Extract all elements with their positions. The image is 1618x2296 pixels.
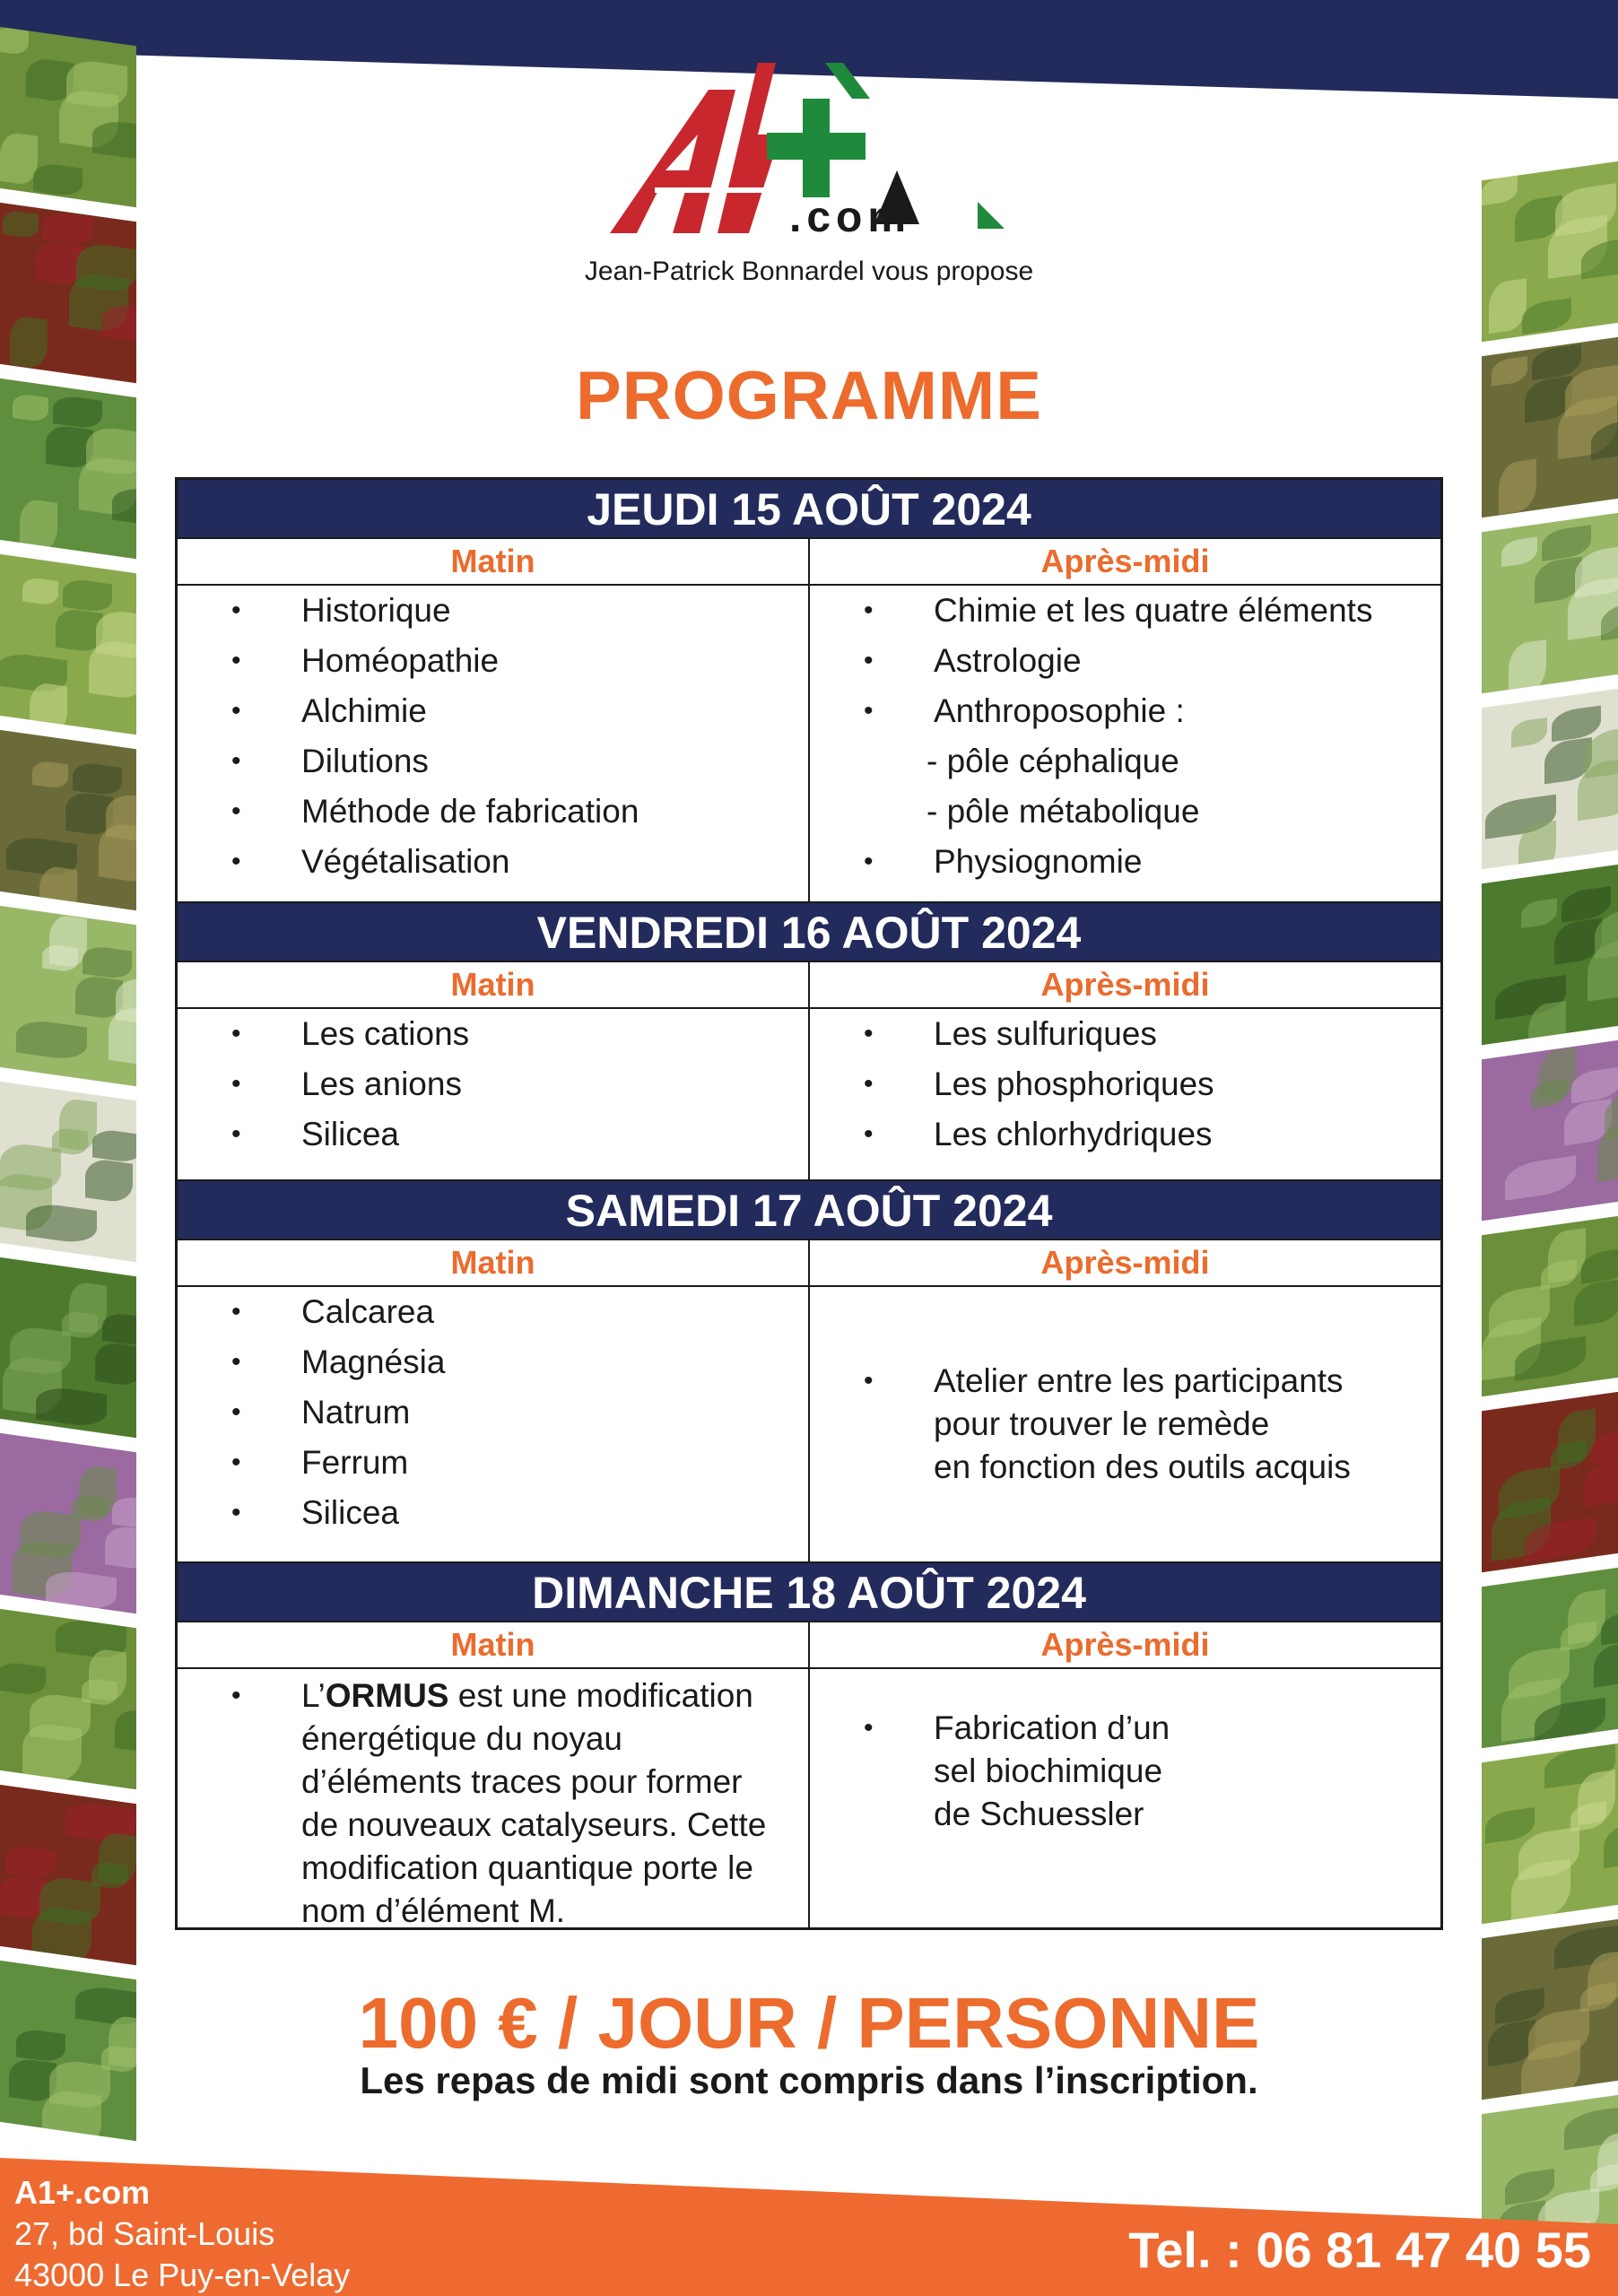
day-header: SAMEDI 17 AOÛT 2024 (178, 1179, 1440, 1239)
list-item: • Alchimie (231, 692, 427, 729)
page-title: PROGRAMME (576, 358, 1042, 434)
plant-photo-tile (0, 1432, 136, 1613)
apres-midi-column (808, 1669, 1440, 1927)
list-item: • Homéopathie (231, 642, 500, 679)
list-item: • Fabrication d’un sel biochimique de Schuessler (864, 1709, 1170, 1832)
list-item: • Anthroposophie : (864, 692, 1185, 729)
left-photo-strip (0, 36, 144, 2135)
footer-brand: A1+.com (14, 2174, 151, 2211)
footer-address (14, 2172, 350, 2296)
plant-photo-tile (0, 729, 136, 910)
list-item: • Végétalisation (231, 843, 510, 880)
day-content (178, 1669, 1440, 1927)
day-header: DIMANCHE 18 AOÛT 2024 (178, 1561, 1440, 1621)
ormus-paragraph: • L’ORMUS est une modification énergétique du noyau d’éléments traces pour former de nouveaux catalyseurs. Cette modification quantique porte le nom d’élément M. (231, 1677, 767, 1929)
apres-midi-label: Après-midi (808, 962, 1440, 1007)
apres-midi-column (808, 586, 1440, 901)
list-subitem: - pôle céphalique (926, 743, 1179, 779)
list-item: • Les anions (231, 1065, 462, 1102)
meals-note: Les repas de midi sont compris dans l’inscription. (360, 2059, 1258, 2101)
list-item: • Les chlorhydriques (864, 1116, 1213, 1152)
list-item: • Calcarea (231, 1293, 435, 1330)
list-item: • Astrologie (864, 642, 1082, 679)
day-content (178, 586, 1440, 901)
plant-photo-tile (0, 202, 136, 383)
a1-logo (601, 36, 1022, 242)
ormus-keyword: ORMUS (325, 1677, 449, 1714)
list-item: • Dilutions (231, 743, 429, 779)
period-header-row (178, 1621, 1440, 1669)
matin-column (178, 1287, 808, 1561)
plant-photo-tile (1482, 1743, 1618, 1924)
list-item: • Silicea (231, 1494, 399, 1531)
footer-city: 43000 Le Puy-en-Velay (14, 2257, 351, 2293)
plant-photo-tile (0, 1081, 136, 1262)
tagline: Jean-Patrick Bonnardel vous propose (584, 257, 1034, 286)
apres-midi-column (808, 1009, 1440, 1179)
logo-plus-horizontal (767, 133, 866, 160)
plant-photo-tile (1482, 1039, 1618, 1221)
plant-photo-tile (0, 1608, 136, 1789)
period-header-row (178, 961, 1440, 1009)
plant-photo-tile (0, 553, 136, 735)
day-content (178, 1009, 1440, 1179)
day-header: VENDREDI 16 AOÛT 2024 (178, 901, 1440, 961)
list-item: • Silicea (231, 1116, 399, 1152)
matin-label: Matin (450, 1244, 535, 1281)
matin-column (178, 586, 808, 901)
list-item: • Physiognomie (864, 843, 1143, 880)
price: 100 € / JOUR / PERSONNE (358, 1983, 1260, 2063)
plant-photo-tile (1482, 512, 1618, 693)
apres-midi-label: Après-midi (808, 539, 1440, 584)
plant-photo-tile (1482, 1567, 1618, 1748)
logo-com-text: .com (789, 194, 912, 241)
matin-label: Matin (450, 1626, 535, 1663)
programme-table (175, 477, 1443, 1930)
phone-number[interactable]: Tel. : 06 81 47 40 55 (1128, 2222, 1591, 2278)
plant-photo-tile (0, 1257, 136, 1438)
list-item: • Natrum (231, 1394, 411, 1431)
plant-photo-tile (1482, 864, 1618, 1045)
matin-column (178, 1669, 808, 1927)
logo-letter-a (610, 90, 735, 233)
matin-label: Matin (450, 966, 535, 1003)
day-header: JEUDI 15 AOÛT 2024 (178, 480, 1440, 537)
plant-photo-tile (0, 1784, 136, 1965)
matin-column (178, 1009, 808, 1179)
list-item: • Historique (231, 592, 451, 629)
period-header-row (178, 537, 1440, 586)
list-item: • Les sulfuriques (864, 1015, 1157, 1052)
right-photo-strip (1474, 36, 1618, 2135)
day-content (178, 1287, 1440, 1561)
list-item: • Atelier entre les participants pour trouver le remède en fonction des outils acquis (864, 1362, 1351, 1485)
list-item: • Chimie et les quatre éléments (864, 592, 1373, 629)
plant-photo-tile (0, 26, 136, 207)
plant-photo-tile (1482, 1215, 1618, 1396)
list-subitem: - pôle métabolique (926, 793, 1200, 830)
matin-label: Matin (450, 543, 535, 579)
list-item: • Méthode de fabrication (231, 793, 639, 830)
period-header-row (178, 1239, 1440, 1287)
plant-photo-tile (1482, 688, 1618, 869)
list-item: • Les cations (231, 1015, 470, 1052)
list-item: • Les phosphoriques (864, 1065, 1214, 1102)
list-item: • Ferrum (231, 1444, 409, 1481)
apres-midi-label: Après-midi (808, 1240, 1440, 1285)
plant-photo-tile (0, 905, 136, 1086)
apres-midi-label: Après-midi (808, 1622, 1440, 1667)
plant-photo-tile (1482, 161, 1618, 342)
footer-street: 27, bd Saint-Louis (14, 2215, 275, 2252)
list-item: • Magnésia (231, 1344, 446, 1380)
plant-photo-tile (1482, 1391, 1618, 1572)
apres-midi-column (808, 1287, 1440, 1561)
